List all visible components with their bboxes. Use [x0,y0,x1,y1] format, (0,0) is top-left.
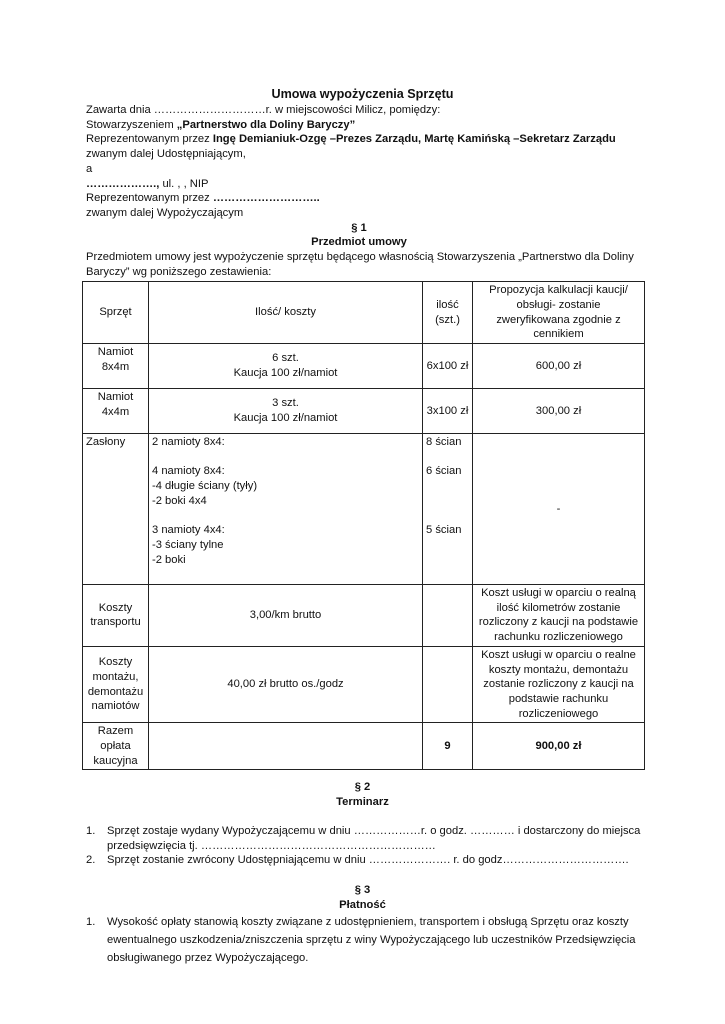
row4-value-l4: rachunku rozliczeniowego [494,631,623,644]
document-title: Umowa wypożyczenia Sprzętu [271,87,454,101]
header-quantity-costs: Ilość/ koszty [149,282,423,344]
row3-count [423,434,473,585]
borrower-representative-line [86,191,646,206]
row4-name-l1: Koszty [98,601,133,614]
row3-count2: 6 ścian [426,465,462,478]
row3-qty-l7: -2 boki [152,553,186,566]
table-total-row [83,723,645,770]
borrower-rep-prefix: Reprezentowanym przez [86,192,213,205]
row3-qty-l4: -2 boki 4x4 [152,494,207,507]
row1-equipment [83,344,149,389]
table-row [83,344,645,389]
item-text-l1: Sprzęt zostaje wydany Wypożyczającemu w dniu ………………r. o godz. ………… i dostarczony do miejsca [107,825,641,837]
lender-representatives-line [86,132,646,147]
row5-value-l1: Koszt usługi w oparciu o realne [481,648,636,661]
row3-value: - [473,434,645,585]
row6-name-l3: kaucyjna [93,754,138,767]
lender-name: „Partnerstwo dla Doliny Baryczy” [176,118,356,131]
list-item [86,913,642,967]
lender-alias-line: zwanym dalej Udostępniającym, [86,148,246,161]
row3-equipment: Zasłony [83,434,149,585]
row2-name-l2: 4x4m [101,405,130,418]
row3-count3: 5 ścian [426,524,462,537]
row6-name-l1: Razem [97,725,134,738]
lender-rep-prefix: Reprezentowanym przez [86,133,213,146]
row4-value-l2: ilość kilometrów zostanie [496,601,621,614]
row5-name-l3: demontażu [87,685,144,698]
row4-value [473,585,645,647]
section3-heading: Płatność [339,899,386,911]
table-row [83,389,645,434]
item-text-l1: Wysokość opłaty stanowią koszty związane z udostępnieniem, transportem i obsługą Sprzętu oraz koszty [107,916,629,928]
row1-qty-l2: Kaucja 100 zł/namiot [233,367,338,379]
section2-heading: Terminarz [336,796,389,808]
row3-qty-l6: -3 ściany tylne [152,538,224,551]
item-number: 1. [86,916,96,928]
section2-number: § 2 [354,781,371,793]
row4-equipment [83,585,149,647]
row3-qty-l1: 2 namioty 8x4: [152,436,225,448]
row1-count: 6x100 zł [423,344,473,389]
row2-qty-l2: Kaucja 100 zł/namiot [233,412,338,424]
lender-prefix: Stowarzyszeniem [86,118,177,131]
row5-equipment [83,646,149,723]
row3-gap [152,450,419,465]
section1-heading: Przedmiot umowy [311,236,407,249]
item-number: 1. [86,825,96,837]
lender-line [86,118,646,133]
row1-name-l1: Namiot [97,346,134,358]
table-row [83,646,645,723]
borrower-representative: ……………………….. [212,192,320,205]
borrower-name: ………………., [86,177,163,190]
row5-quantity: 40,00 zł brutto os./godz [149,646,423,723]
row6-quantity [149,723,423,770]
row6-value: 900,00 zł [473,723,645,770]
row2-equipment [83,389,149,434]
equipment-table [82,281,645,770]
borrower-alias-line: zwanym dalej Wypożyczającym [86,206,244,219]
row4-quantity: 3,00/km brutto [149,585,423,647]
row1-quantity [149,344,423,389]
row3-gap [426,494,469,509]
row1-name-l2: 8x4m [101,360,130,373]
row3-gap [426,450,469,465]
contract-parties [86,103,646,279]
row5-value-l4: podstawie rachunku [508,692,609,705]
row5-value-l2: koszty montażu, demontażu [488,663,629,676]
item-text-l3: obsługiwanego przez Wypożyczającego. [107,952,309,964]
row5-name-l1: Koszty [98,656,133,669]
row2-name-l1: Namiot [97,391,134,403]
row4-value-l1: Koszt usługi w oparciu o realną [481,587,636,599]
section2-list [86,824,642,868]
row1-qty-l1: 6 szt. [272,352,299,365]
header-equipment: Sprzęt [83,282,149,344]
borrower-line [86,177,646,192]
table-row [83,585,645,647]
header-count-l1: ilość [436,298,459,311]
row2-count: 3x100 zł [423,389,473,434]
row5-value-l5: rozliczeniowego [518,707,599,720]
row5-value-l3: zostanie rozliczony z kaucji na [483,678,634,691]
item-text-l1: Sprzęt zostanie zwrócony Udostępniającemu w dniu …………………. r. do godz……………………………. [107,854,629,867]
row3-qty-l5: 3 namioty 4x4: [152,524,225,537]
header-proposal-l2: obsługi- zostanie [516,298,601,311]
table-header-row [83,282,645,344]
row3-quantity [149,434,423,585]
section1-text-line2: Baryczy” wg poniższego zestawienia: [86,265,272,278]
row4-count [423,585,473,647]
row5-count [423,646,473,723]
item-number: 2. [86,854,96,867]
header-count-l2: (szt.) [435,313,460,326]
row2-qty-l1: 3 szt. [272,397,299,410]
row5-name-l4: namiotów [91,700,140,713]
table-row [83,434,645,585]
row6-name-l2: opłata [100,740,131,753]
header-proposal-l3: zweryfikowana zgodnie z [496,313,621,326]
row4-value-l3: rozliczony z kaucji na podstawie [478,616,639,629]
borrower-address: ul. , , NIP [162,177,209,190]
row3-qty-l3: -4 długie ściany (tyły) [152,480,258,493]
header-proposal-l4: cennikiem [533,328,584,341]
row6-equipment [83,723,149,770]
lender-representatives: Ingę Demianiuk-Ozgę –Prezes Zarządu, Martę Kamińską –Sekretarz Zarządu [212,133,616,146]
header-count [423,282,473,344]
row1-value: 600,00 zł [473,344,645,389]
section3-list [86,913,642,967]
item-text-l2: ewentualnego uszkodzenia/zniszczenia sprzętu z winy Wypożyczającego lub uczestników Przedsięwzięcia [107,934,636,946]
row5-name-l2: montażu, [92,670,139,683]
row5-value [473,646,645,723]
section3-number: § 3 [354,884,371,896]
row3-gap [426,479,469,494]
conjunction-line: a [86,162,93,175]
header-proposal-l1: Propozycja kalkulacji kaucji/ [489,284,628,297]
row3-count1: 8 ścian [426,436,462,448]
list-item [86,853,642,868]
contract-date-line: Zawarta dnia …………………………r. w miejscowości Milicz, pomiędzy: [86,104,441,116]
row6-count: 9 [423,723,473,770]
section1-text-line1: Przedmiotem umowy jest wypożyczenie sprzętu będącego własnością Stowarzyszenia „Partnerstwo dla Doliny [86,251,634,264]
header-deposit-proposal [473,282,645,344]
row2-quantity [149,389,423,434]
list-item [86,824,642,853]
row4-name-l2: transportu [90,616,141,629]
row2-value: 300,00 zł [473,389,645,434]
item-text-l2: przedsięwzięcia tj. ……………………………………………………… [107,839,436,852]
row3-gap [152,509,419,524]
row3-qty-l2: 4 namioty 8x4: [152,465,225,478]
section1-number: § 1 [351,221,367,234]
row3-gap [426,508,469,523]
